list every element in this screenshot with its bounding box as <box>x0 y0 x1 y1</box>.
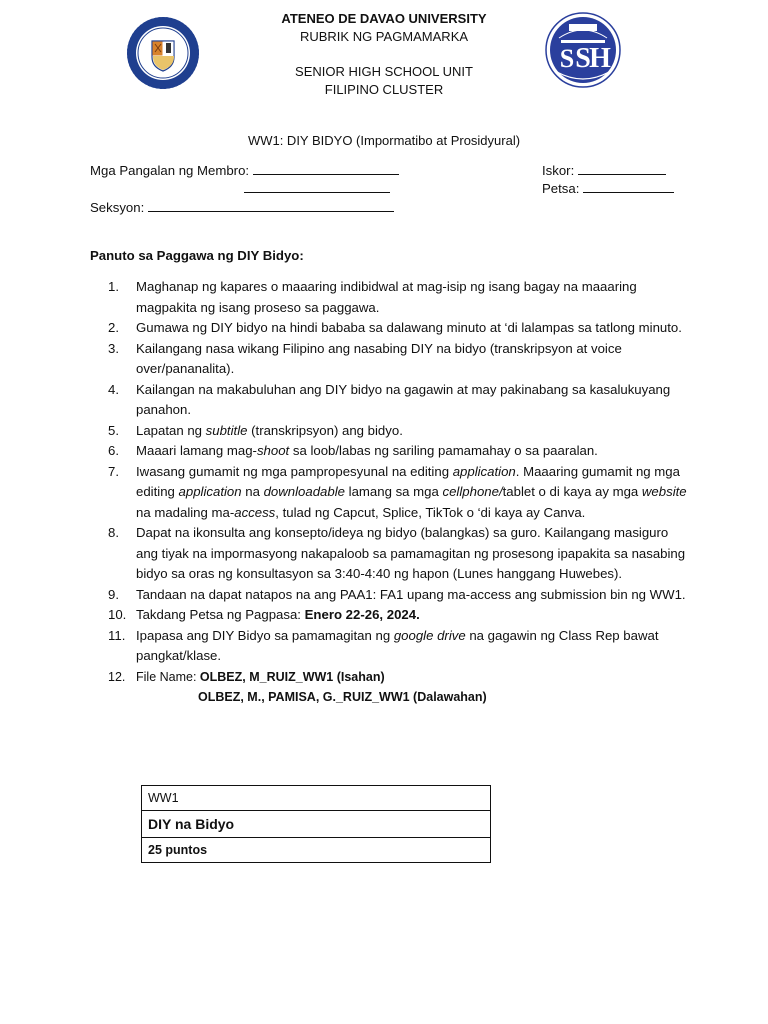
list-item: 11. Ipapasa ang DIY Bidyo sa pamamagitan ng google drive na gagawin ng Class Rep bawat pangkat/klase. <box>108 627 659 663</box>
list-item: 7. Iwasang gumamit ng mga pampropesyunal na editing application. Maaaring gumamit ng mga editing application na downloadable lamang sa mga cellphone/tablet o di kaya ay mga website na madaling ma-access, tulad ng Capcut, Splice, TikTok o ‘di kaya ay Canva. <box>108 463 687 520</box>
score-line <box>578 162 666 175</box>
score-field <box>542 162 666 178</box>
unit-header <box>0 63 768 98</box>
table-row <box>142 838 491 863</box>
members-line-2 <box>244 180 390 193</box>
list-item: 6. Maaari lamang mag-shoot sa loob/labas ng sariling pamamahay o sa paaralan. <box>108 443 598 458</box>
activity-title: WW1: DIY BIDYO (Impormatibo at Prosidyural) <box>247 133 521 148</box>
section-line <box>148 199 394 212</box>
list-item: 12. File Name: OLBEZ, M_RUIZ_WW1 (Isahan) OLBEZ, M., PAMISA, G._RUIZ_WW1 (Dalawahan) <box>108 669 487 704</box>
university-name: ATENEO DE DAVAO UNIVERSITY <box>281 11 487 26</box>
date-field <box>542 180 674 196</box>
section-label: Seksyon: <box>90 200 145 215</box>
table-cell-title: DIY na Bidyo <box>142 811 491 838</box>
table-row <box>142 786 491 811</box>
list-item: 10. Takdang Petsa ng Pagpasa: Enero 22-26, 2024. <box>108 607 420 622</box>
svg-text:S: S <box>575 43 591 74</box>
instructions-list <box>90 277 690 708</box>
table-cell-points: 25 puntos <box>142 838 491 863</box>
svg-text:S: S <box>559 44 575 73</box>
svg-text:H: H <box>589 43 611 74</box>
score-label: Iskor: <box>542 163 575 178</box>
list-item: 1. Maghanap ng kapares o maaaring indibidwal at mag-isip ng isang bagay na maaaring magpakita ng isang proseso sa paggawa. <box>108 279 637 315</box>
members-field-2 <box>244 180 390 196</box>
cluster-name: FILIPINO CLUSTER <box>324 81 444 97</box>
activity-table <box>141 785 491 863</box>
section-field <box>90 199 394 215</box>
table-cell-code: WW1 <box>142 786 491 811</box>
document-header <box>0 10 768 45</box>
instructions-heading: Panuto sa Paggawa ng DIY Bidyo: <box>90 248 304 263</box>
list-item: 3. Kailangang nasa wikang Filipino ang nasabing DIY na bidyo (transkripsyon at voice over/pananalita). <box>108 340 622 376</box>
list-item: 5. Lapatan ng subtitle (transkripsyon) ang bidyo. <box>108 422 403 438</box>
list-item: 4. Kailangan na makabuluhan ang DIY bidyo na gagawin at may pakinabang sa kasalukuyang panahon. <box>108 381 671 417</box>
table-row <box>142 811 491 838</box>
unit-name: SENIOR HIGH SCHOOL UNIT <box>295 64 473 79</box>
date-line <box>583 180 674 193</box>
list-item: 8. Dapat na ikonsulta ang konsepto/ideya ng bidyo (balangkas) sa guro. Kailangang masiguro ang tiyak na impormasyong nakapaloob sa pamamagitan ng prosesong ipapakita sa nasabing bidyo sa oras ng konsultasyon sa 3:40-4:40 ng hapon (Lunes hanggang Huwebes). <box>108 525 686 581</box>
rubric-title: RUBRIK NG PAGMAMARKA <box>299 28 469 44</box>
members-line-1 <box>253 162 399 175</box>
members-field <box>90 162 399 178</box>
date-label: Petsa: <box>542 181 580 196</box>
list-item: 2. Gumawa ng DIY bidyo na hindi bababa sa dalawang minuto at ‘di lalampas sa tatlong minuto. <box>108 320 682 335</box>
list-item: 9. Tandaan na dapat natapos na ang PAA1: FA1 upang ma-access ang submission bin ng WW1. <box>108 586 686 602</box>
members-label: Mga Pangalan ng Membro: <box>90 163 250 178</box>
